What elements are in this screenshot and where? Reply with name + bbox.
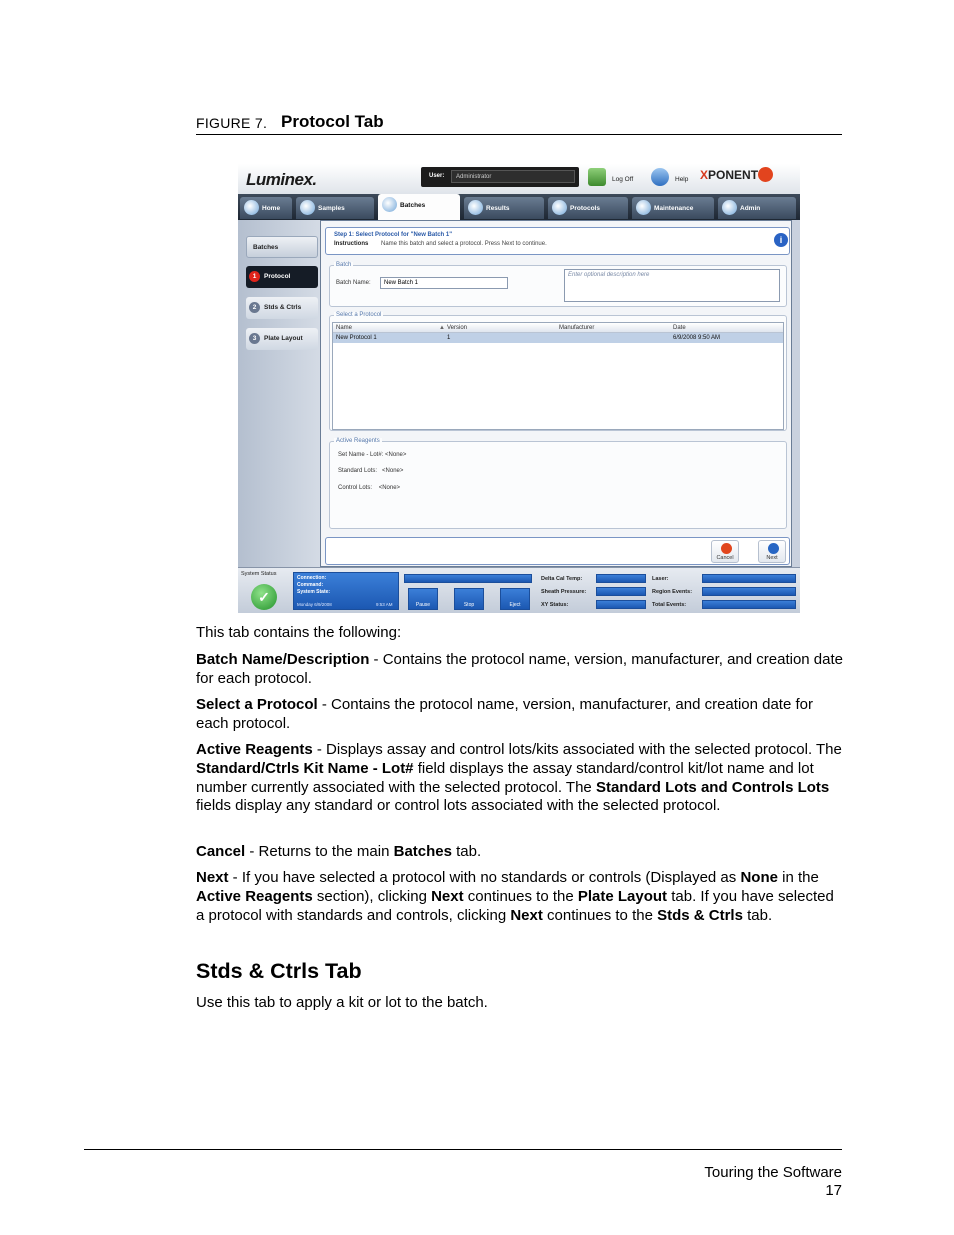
xy-status-label: XY Status: xyxy=(541,602,569,608)
step-title: Step 1: Select Protocol for "New Batch 1" xyxy=(334,232,453,238)
select-protocol-paragraph: Select a Protocol - Contains the protocol name, version, manufacturer, and creation date for each protocol. xyxy=(196,696,813,732)
table-row[interactable] xyxy=(333,333,783,343)
eject-button[interactable]: Eject xyxy=(500,588,530,610)
sidebar-step-protocol[interactable]: 1 Protocol xyxy=(246,266,318,288)
sidebar-step-stds-ctrls[interactable]: 2 Stds & Ctrls xyxy=(246,297,318,319)
row-date: 6/9/2008 9:50 AM xyxy=(673,335,721,341)
protocol-tab-screenshot xyxy=(238,164,800,613)
reagent-control-lots: Control Lots: <None> xyxy=(338,485,401,491)
step-instructions-box xyxy=(325,227,790,255)
batch-name-description-paragraph: Batch Name/Description - Contains the protocol name, version, manufacturer, and creation date for each protocol. xyxy=(196,651,843,687)
tab-samples[interactable]: Samples xyxy=(296,197,374,219)
batches-icon xyxy=(382,197,397,212)
protocol-panel xyxy=(320,220,792,567)
column-header-date[interactable]: Date xyxy=(673,325,686,331)
next-paragraph: Next - If you have selected a protocol with no standards or controls (Displayed as None in the Active Reagents section), clicking Next continues to the Plate Layout tab. If you have selected a protocol with standards and controls, clicking Next continues to the Stds & Ctrls tab. xyxy=(196,869,834,924)
step-number: 1 xyxy=(249,271,260,282)
page-number: 17 xyxy=(825,1182,842,1199)
xponent-logo-dot xyxy=(758,167,773,182)
protocols-icon xyxy=(552,200,567,215)
results-icon xyxy=(468,200,483,215)
main-tab-bar xyxy=(238,194,800,220)
sidebar-batches-button[interactable]: Batches xyxy=(246,236,318,258)
tab-batches[interactable]: Batches xyxy=(378,194,460,220)
total-events-label: Total Events: xyxy=(652,602,687,608)
tab-protocols[interactable]: Protocols xyxy=(548,197,628,219)
column-header-name[interactable]: Name xyxy=(336,325,353,331)
batch-name-label: Batch Name: xyxy=(336,280,371,286)
system-ok-icon: ✓ xyxy=(251,584,277,610)
user-label: User: xyxy=(429,173,445,179)
figure-caption xyxy=(196,112,842,135)
tab-results[interactable]: Results xyxy=(464,197,544,219)
column-header-manufacturer[interactable]: Manufacturer xyxy=(559,325,595,331)
protocol-table-header xyxy=(333,323,783,333)
tab-admin[interactable]: Admin xyxy=(718,197,796,219)
reagent-standard-lots: Standard Lots: <None> xyxy=(338,468,404,474)
pause-button[interactable]: Pause xyxy=(408,588,438,610)
xponent-logo: XPONENT xyxy=(700,168,759,182)
cancel-paragraph: Cancel - Returns to the main Batches tab. xyxy=(196,843,482,860)
section-heading: Stds & Ctrls Tab xyxy=(196,959,362,983)
batch-group xyxy=(329,262,787,307)
samples-icon xyxy=(300,200,315,215)
help-button[interactable]: Help xyxy=(675,176,689,183)
description-field[interactable]: Enter optional description here xyxy=(564,269,780,302)
xy-status-value xyxy=(596,600,646,609)
region-events-value xyxy=(702,587,796,596)
reagent-set-name: Set Name - Lot#: <None> xyxy=(338,452,407,458)
figure-title: Protocol Tab xyxy=(281,112,384,131)
tab-home[interactable]: Home xyxy=(240,197,292,219)
home-icon xyxy=(244,200,259,215)
intro-paragraph: This tab contains the following: xyxy=(196,624,402,641)
sort-icon: ▲ xyxy=(439,325,445,331)
help-icon[interactable] xyxy=(651,168,669,186)
logoff-button[interactable]: Log Off xyxy=(612,176,634,183)
maintenance-icon xyxy=(636,200,651,215)
laser-value xyxy=(702,574,796,583)
sheath-pressure-label: Sheath Pressure: xyxy=(541,589,587,595)
instructions-label: Instructions xyxy=(334,241,369,247)
sheath-pressure-value xyxy=(596,587,646,596)
step-number: 2 xyxy=(249,302,260,313)
region-events-label: Region Events: xyxy=(652,589,693,595)
user-value: Administrator xyxy=(451,170,575,183)
figure-number: FIGURE 7. xyxy=(196,115,268,131)
info-icon[interactable]: i xyxy=(774,233,788,247)
progress-bar xyxy=(404,574,532,583)
admin-icon xyxy=(722,200,737,215)
step-number: 3 xyxy=(249,333,260,344)
batch-name-field[interactable]: New Batch 1 xyxy=(380,277,508,289)
luminex-logo: Luminex. xyxy=(246,170,317,189)
select-protocol-group xyxy=(329,312,787,431)
next-button[interactable]: Next xyxy=(758,540,786,563)
footer-divider xyxy=(84,1149,842,1150)
active-reagents-label: Active Reagents xyxy=(336,438,380,444)
total-events-value xyxy=(702,600,796,609)
app-header xyxy=(238,164,800,194)
protocol-table xyxy=(332,322,784,430)
delta-cal-temp-value xyxy=(596,574,646,583)
status-bar xyxy=(238,567,800,613)
row-version: 1 xyxy=(447,335,451,341)
column-header-version[interactable]: Version xyxy=(447,325,468,331)
tab-maintenance[interactable]: Maintenance xyxy=(632,197,714,219)
user-box xyxy=(421,167,579,187)
system-info-box: Connection: Command: System State: Monday 6/9/2008 9:53 AM xyxy=(293,572,399,610)
footer-section-title: Touring the Software xyxy=(704,1164,842,1181)
cancel-button[interactable]: Cancel xyxy=(711,540,739,563)
batch-sidebar xyxy=(238,220,320,567)
row-name: New Protocol 1 xyxy=(336,335,377,341)
sidebar-step-plate-layout[interactable]: 3 Plate Layout xyxy=(246,328,318,350)
logoff-icon[interactable] xyxy=(588,168,606,186)
instructions-text: Name this batch and select a protocol. Press Next to continue. xyxy=(381,241,547,247)
system-status-label: System Status xyxy=(241,571,277,577)
delta-cal-temp-label: Delta Cal Temp: xyxy=(541,576,583,582)
next-arrow-icon xyxy=(768,543,779,554)
active-reagents-group xyxy=(329,438,787,529)
cancel-icon xyxy=(721,543,732,554)
action-bar xyxy=(325,537,790,565)
batch-group-label: Batch xyxy=(336,262,352,268)
laser-label: Laser: xyxy=(652,576,669,582)
select-protocol-label: Select a Protocol xyxy=(336,312,382,318)
active-reagents-paragraph: Active Reagents - Displays assay and control lots/kits associated with the selected protocol. The Standard/Ctrls Kit Name - Lot# field displays the assay standard/control kit/lot name and lot number currently associated with the selected protocol. The Standard Lots and Controls Lots fields display any standard or control lots associated with the selected protocol. xyxy=(196,741,842,815)
stop-button[interactable]: Stop xyxy=(454,588,484,610)
section-paragraph: Use this tab to apply a kit or lot to the batch. xyxy=(196,994,488,1011)
